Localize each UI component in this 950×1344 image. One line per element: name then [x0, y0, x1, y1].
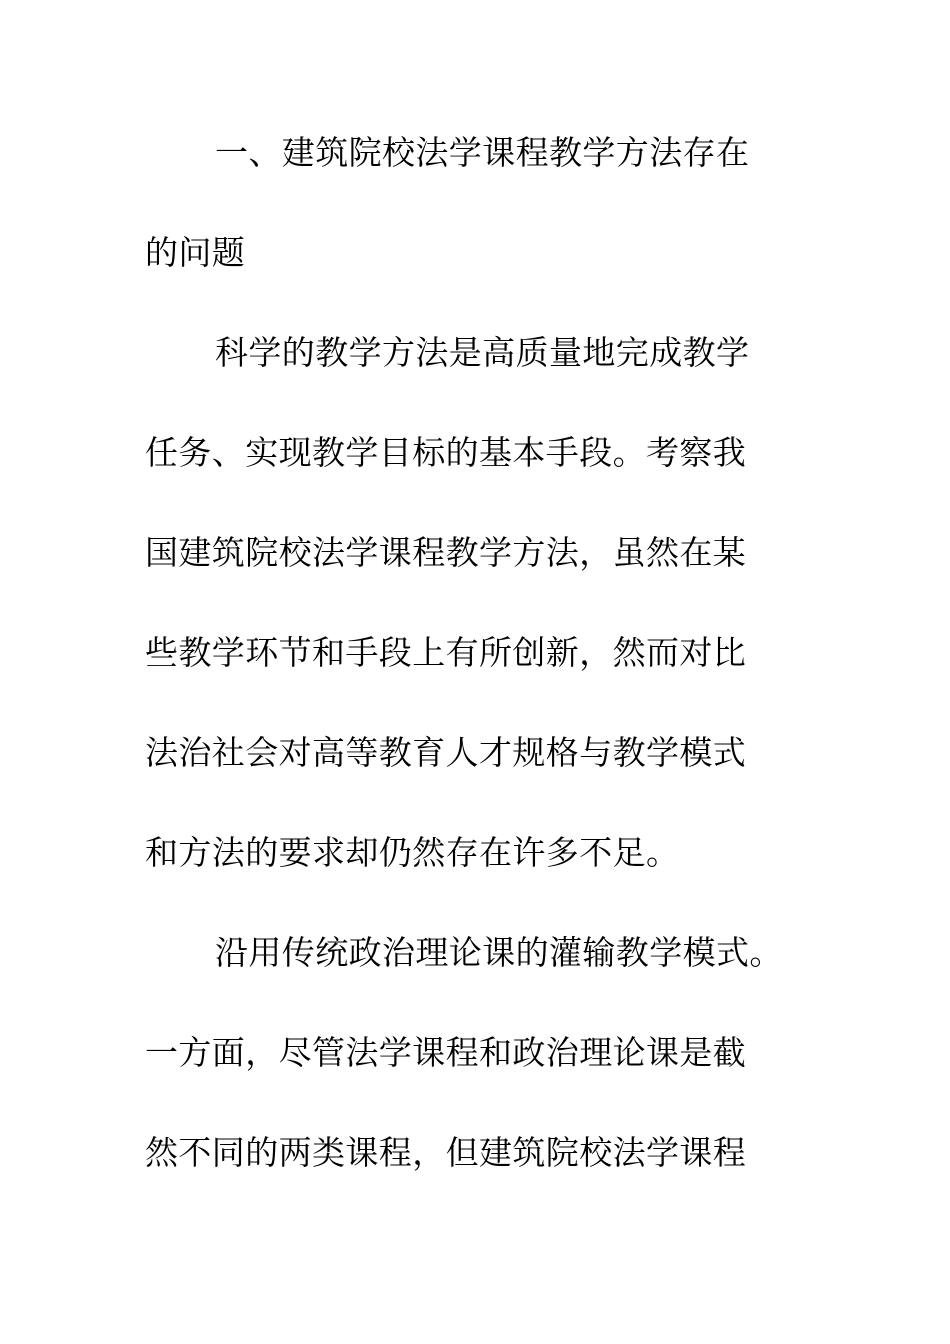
paragraph-1-line-2: 任务、实现教学目标的基本手段。考察我	[145, 433, 747, 472]
paragraph-2-line-1: 沿用传统政治理论课的灌输教学模式。	[215, 933, 783, 972]
section-heading-line-2: 的问题	[145, 233, 246, 272]
paragraph-2-line-2: 一方面，尽管法学课程和政治理论课是截	[145, 1033, 747, 1072]
paragraph-2-line-3: 然不同的两类课程，但建筑院校法学课程	[145, 1133, 747, 1172]
paragraph-1-line-6: 和方法的要求却仍然存在许多不足。	[145, 833, 680, 872]
paragraph-1-line-5: 法治社会对高等教育人才规格与教学模式	[145, 733, 747, 772]
paragraph-1-line-4: 些教学环节和手段上有所创新，然而对比	[145, 633, 747, 672]
paragraph-1-line-3: 国建筑院校法学课程教学方法，虽然在某	[145, 533, 747, 572]
section-heading-line-1: 一、建筑院校法学课程教学方法存在	[215, 133, 750, 172]
paragraph-1-line-1: 科学的教学方法是高质量地完成教学	[215, 333, 750, 372]
